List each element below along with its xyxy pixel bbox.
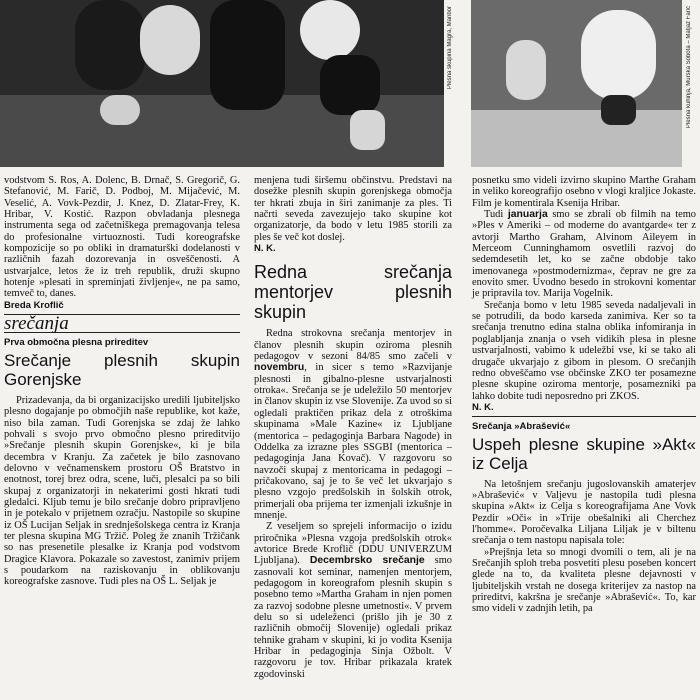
article-kicker: Srečanja »Abrašević« bbox=[472, 421, 571, 433]
stage-floor bbox=[471, 110, 682, 167]
article-paragraph: »Prejšnja leta so mnogi dvomili o tem, ali je na Srečanjih sploh treba posvetiti plesu poseben koncert glede na to, da kvaliteta plesne dejavnosti v ljubiteljskih vrstah ne dosega kriterijev za nastop na prireditvi, kakršna je srečanje »Abrašević«. To, kar smo videli v zadnjih letih, pa bbox=[472, 546, 696, 615]
photo-caption-left: Plesna skupina Magra, Maribor bbox=[447, 6, 453, 90]
text-run: smo zasnovali kot seminar, namenjen mentorjem, pedagogom in koreografom plesnih skupin s posebno temo »Martha Graham in njen pomen za razvoj sodobne plesne umetnosti«. V prvem delu so si udeleženci (prišlo jih je 30 z različnih območij Slovenije) ogledali prikaz tehnike graham v skupini, ki jo vodita Ksenija Hribar in pedagoginja Sinja Ožbolt. V razgovoru je tov. Hribar prikazala kratek zgodovinski bbox=[254, 555, 452, 680]
author-signature: Breda Kroflič bbox=[4, 299, 64, 311]
article-paragraph: Na letošnjem srečanju jugoslovanskih amaterjev »Abrašević« v Valjevu je nastopila tudi plesna skupina »Akt« iz Celja s koreografijama Ane Vovk Pezdir »Oči« in »Trije obešalniki ali Cherchez l'homme«. Poročevalka Liljana Liljak je v biltenu srečanja o tem nastopu napisala tole: bbox=[472, 478, 696, 547]
article-paragraph bbox=[254, 328, 452, 521]
column-1 bbox=[4, 175, 240, 588]
dancer-figure bbox=[506, 40, 546, 100]
column-3 bbox=[472, 175, 696, 615]
article-kicker: Prva območna plesna prireditev bbox=[4, 337, 149, 349]
article-paragraph: Srečanja bomo v letu 1985 seveda nadaljevali in se potrudili, da bodo karseda zanimiva. Ker so ta srečanja trenutno edina stalna oblika infomiranja in poglabljanja znanja o vseh vidikih plesa in plesne ustvarjalnosti, vabimo k udeležbi vse, ki se tako ali drugače ukvarjajo z gibom in plesom. O srečanjih redno obveščamo vse občinske ZKO ter posamezne plesne skupine oziroma mentorje, posamezniki pa lahko dobite tudi neposredno pri ZKOS. bbox=[472, 299, 696, 402]
dancer-figure bbox=[320, 55, 380, 115]
emphasis: novembru bbox=[254, 362, 305, 374]
section-title: srečanja bbox=[4, 313, 69, 335]
dancer-figure bbox=[210, 0, 285, 110]
article-headline: Srečanje plesnih skupin Gorenjske bbox=[4, 350, 240, 389]
article-paragraph bbox=[254, 521, 452, 680]
dancer-figure bbox=[100, 95, 140, 125]
article-paragraph: vodstvom S. Ros, A. Dolenc, B. Drnač, S. Gregorič, G. Stefanović, M. Farič, D. Podboj, M. Mijačević, M. Veselić, A. Vovk-Pezdir, J. Knez, D. Zlatar-Frey, K. Hribar, V. Kostić. Razpon obvladanja plesnega instrumenta sega od začetniškega premagovanja telesa do profesionalne virtuoznosti. Tudi koreografske kompozicije so po obliki in dramaturški dodelanosti v različnih fazah dozorevanja in osveščenosti. A ustvarjalce, letos že iz treh republik, druži skupno hotenje »plesati in spreminjati življenje«, ne pa samo, temveč to, danes. bbox=[4, 175, 240, 300]
dancer-figure bbox=[300, 0, 360, 60]
article-paragraph: posnetku smo videli izvirno skupino Marthe Graham in veliko koreografijo osebno v vlogi kraljice Jokaste. Film je komentirala Ksenija Hribar. bbox=[472, 175, 696, 209]
article-paragraph: Prizadevanja, da bi organizacijsko uredili ljubiteljsko plesno dogajanje po območjih naše republike, kot kaže, niso bila zaman. Tudi Gorenjska se zdaj že lahko pohvali s svojo prvo območno plesno prireditvijo »Srečanje plesnih skupin Gorenjske«, ki je bila decembra v Kranju. Za začetek je bilo zasnovano delovno v večnamenskem prostoru OŠ Bratstvo in enotnost, torej brez odra, scene, luči, plesalci pa so bili skupaj z organizatorji in nekaterimi gosti hkrati tudi gledalci. Kljub temu je bilo srečanje dobro pripravljeno in je potekalo v prijetnem ozračju. Nastopile so skupine iz OŠ Lucijan Seljak in srednješolskega centra iz Kranja ter plesna skupina MG Tržič. Poleg že znanih Tržičank so nas presenetile plesalke iz Kranja pod vodstvom Dragice Klavora. Pokazale so zavestost, zanimiv prijem s poudarkom na raziskovanju in oblikovanju koreografske zasnove. Tudi ples na OŠ L. Seljak je bbox=[4, 394, 240, 588]
article-paragraph: menjena tudi širšemu občinstvu. Predstavi na dosežke plesnih skupin gorenjskega območja ter hkrati zbuja in širi zanimanje za ples. Ti načrti seveda zavezujejo tako skupine kot organizatorje, da bodo v letu 1985 storili za ples še več kot doslej. bbox=[254, 175, 452, 243]
article-paragraph bbox=[472, 209, 696, 300]
emphasis: Decembrsko srečanje bbox=[309, 555, 425, 567]
article-headline: Redna srečanja mentorjev plesnih skupin bbox=[254, 262, 452, 323]
text-run: Z veseljem so sprejeli informacijo o izidu priročnika »Plesna vzgoja predšolskih otrok« avtorice Brede Kroflič (DDU UNIVERZUM Ljubljana). bbox=[254, 521, 452, 567]
dancer-figure bbox=[140, 5, 200, 75]
photo-dance-group-magra bbox=[0, 0, 444, 167]
text-run: Redna strokovna srečanja mentorjev in članov plesnih skupin oziroma plesnih pedagogov v sezoni 84/85 smo začeli v bbox=[254, 328, 452, 363]
emphasis: januarja bbox=[507, 209, 548, 221]
text-run: smo se zbrali ob filmih na temo »Ples v Ameriki – od moderne do avantgarde« ter z avtorji Martho Graham, Alvinom Aileyem in Merceom Cunninghamom osvetlili razvoj do sedemdesetih let, ko se začne obdobje tako imenovanega »postmodernizma«, čeprav ne gre za enovito smer. Uvodno besedo in strokovni komentar je pripravila tov. Marija Vogelnik. bbox=[472, 209, 697, 300]
dancer-figure bbox=[75, 0, 145, 90]
photo-plesna-kuhinja bbox=[471, 0, 682, 167]
author-signature: N. K. bbox=[254, 243, 276, 255]
dancer-figure bbox=[581, 10, 656, 100]
text-run: , in sicer s temo »Razvijanje plesnosti in gibalno-plesne ustvarjalnosti otroka«. Srečanja se je udeležilo 50 mentorjev in članov skupin iz vse Slovenije. Za uvod so si ogledali praktičen prikaz dela z otroškima skupinama »Male Kazine« iz Ljubljane (mentorica – pedagoginja Barbara Nagode) in Oddelka za izrazne ples SSGBI (mentorica – pedagoginja Jana Kovač). V razgovoru so navzoči skupaj z mentoricama in pedagogi – pričakovano, saj je to še več let ukvarjajo s plesno vzgojo predšolskih in šolskih otrok, primerjali oba prijema ter izmenjali izkušnje in mnenje. bbox=[254, 362, 452, 521]
author-signature: N. K. bbox=[472, 401, 494, 413]
column-2 bbox=[254, 175, 452, 680]
article-headline: Uspeh plesne skupine »Akt« iz Celja bbox=[472, 434, 696, 473]
dancer-figure bbox=[601, 95, 636, 125]
dancer-figure bbox=[350, 110, 385, 150]
photo-caption-right: Plesna kuhinja, Murska Sobota – Matjaž Farič bbox=[686, 6, 692, 129]
text-run: Tudi bbox=[484, 209, 508, 221]
section-divider bbox=[472, 416, 696, 417]
